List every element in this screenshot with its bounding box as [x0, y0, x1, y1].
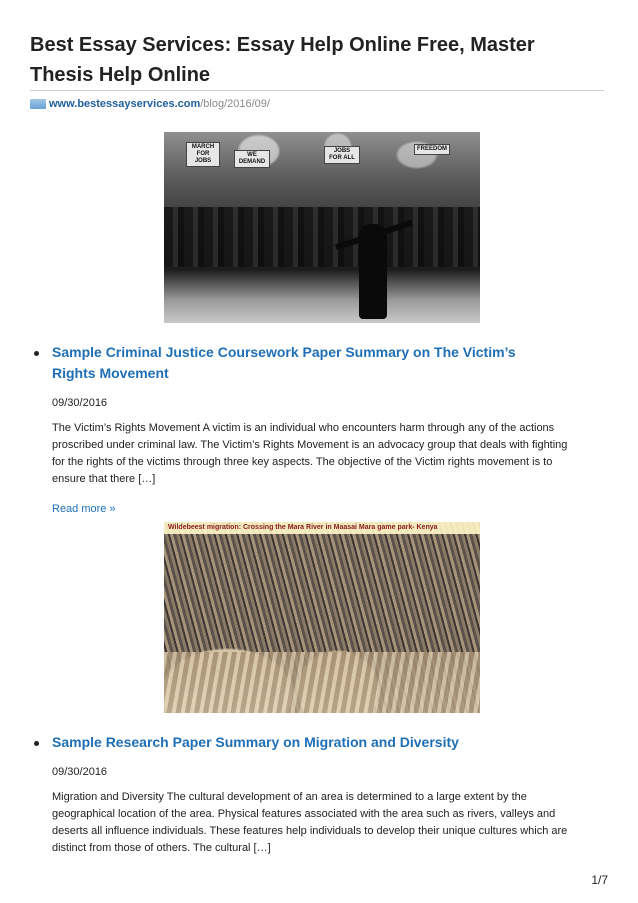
bullet-icon	[34, 741, 39, 746]
read-more-link[interactable]: Read more »	[52, 503, 116, 515]
protest-sign: MARCH FOR JOBS	[186, 142, 220, 167]
protest-sign: FREEDOM	[414, 144, 450, 155]
page-title: Best Essay Services: Essay Help Online Free, Master Thesis Help Online	[30, 34, 535, 86]
wildebeest-migration-photo	[164, 522, 480, 713]
crowd	[164, 207, 480, 267]
post-date: 09/30/2016	[52, 766, 108, 778]
protest-sign: WE DEMAND	[234, 150, 270, 168]
source-domain[interactable]: www.bestessayservices.com	[49, 98, 201, 110]
page-number: 1/7	[591, 873, 608, 887]
post-item	[34, 732, 594, 857]
post-heading	[34, 342, 594, 384]
source-url[interactable]	[30, 96, 270, 112]
post-excerpt: The Victim’s Rights Movement A victim is an individual who encounters harm through any of the actions proscribed under criminal law. The Victim’s Rights Movement is an advocacy group that deals with fighting for the rights of the victims through three key aspects. The objective of the Victim rights movement is to ensure that there […]	[52, 422, 568, 485]
post-title-link[interactable]: Sample Criminal Justice Coursework Paper Summary on The Victim’s Rights Movement	[52, 344, 516, 381]
civil-rights-march-photo	[164, 132, 480, 323]
title-divider	[30, 90, 604, 91]
post-title-link[interactable]: Sample Research Paper Summary on Migration and Diversity	[52, 734, 459, 750]
post-date: 09/30/2016	[52, 397, 108, 409]
post-heading	[34, 732, 594, 753]
river-water	[164, 652, 480, 713]
bullet-icon	[34, 351, 39, 356]
post-item	[34, 342, 594, 516]
photo-caption: Wildebeest migration: Crossing the Mara River in Maasai Mara game park- Kenya	[164, 522, 480, 534]
foreground-figure	[359, 224, 387, 319]
source-path[interactable]: /blog/2016/09/	[200, 98, 270, 110]
site-favicon-icon	[30, 99, 46, 109]
protest-sign: JOBS FOR ALL	[324, 146, 360, 164]
post-excerpt: Migration and Diversity The cultural development of an area is determined to a large extent by the geographical location of the area. Physical features associated with the area such as rivers, valleys and deserts all influence individuals. These features help individuals to develop their unique cultures which are distinct from those of others. The cultural […]	[52, 791, 568, 854]
